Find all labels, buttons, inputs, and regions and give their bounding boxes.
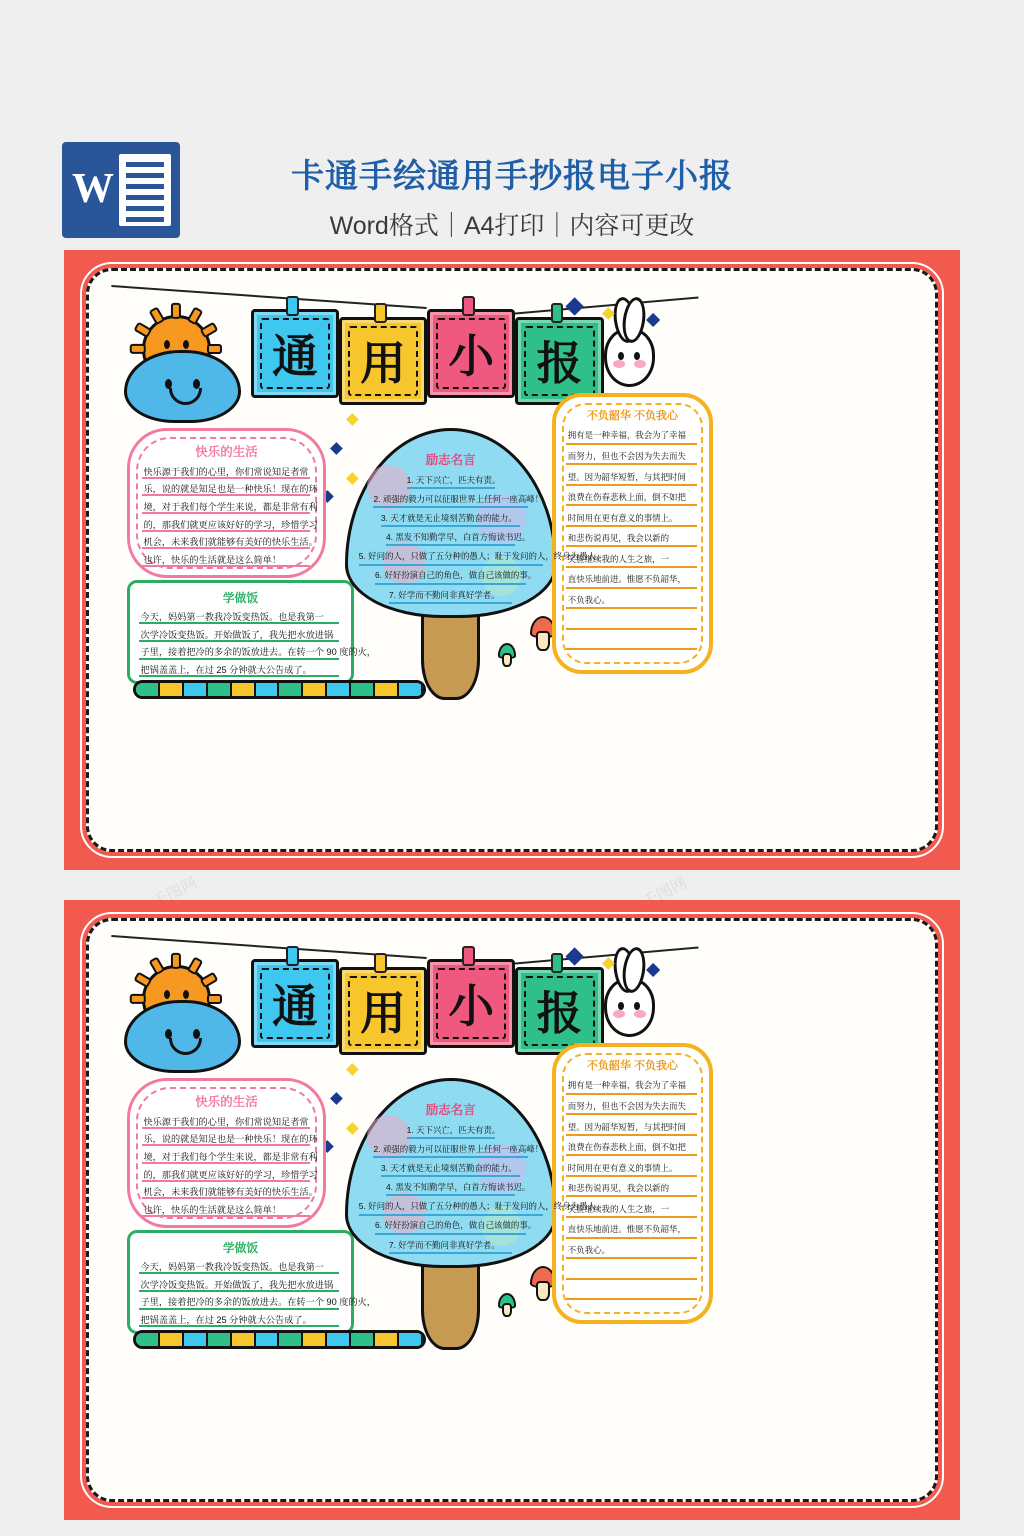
panel-title-happy-life: 快乐的生活	[195, 1094, 258, 1109]
panel-rule	[566, 1237, 697, 1239]
sun-eye	[183, 990, 189, 999]
panel-rule	[566, 545, 697, 547]
panel-rule	[566, 1257, 697, 1259]
sun-ray	[200, 321, 219, 337]
panel-rule	[139, 1272, 339, 1274]
panel-line: 直快乐地前进。惟愿不负韶华，	[567, 574, 686, 585]
sparkle-icon	[346, 472, 358, 484]
caterpillar-segment	[232, 683, 256, 696]
quote-rule	[386, 1194, 515, 1196]
sparkle-icon	[346, 1122, 358, 1134]
sun-ray	[187, 956, 203, 975]
panel-line: 不负我心。	[567, 594, 610, 605]
sun-ray	[207, 344, 223, 354]
caterpillar-segment	[279, 1333, 303, 1346]
banner-clip	[551, 303, 564, 323]
panel-line: 境，对于我们每个学生来说，都是非常有利	[143, 501, 318, 512]
panel-title-quotes: 励志名言	[425, 1103, 476, 1118]
sun-eye	[164, 990, 170, 999]
small-mushroom-stem	[536, 1281, 550, 1300]
quote-line: 3. 天才就是无止境刻苦勤奋的能力。	[380, 513, 517, 524]
caterpillar-segment	[160, 1333, 184, 1346]
sun-ray	[171, 303, 181, 319]
panel-line: 浪费在伤春悲秋上面，倒不如把	[567, 1142, 686, 1153]
quote-rule	[389, 602, 512, 604]
panel-happy-life	[127, 1078, 326, 1228]
panel-line: 次学冷饭变热饭。开始做饭了，我先把水放进锅	[140, 1279, 334, 1290]
banner-clip	[286, 946, 299, 966]
panel-line: 机会，未来我们就能够有美好的快乐生活。	[143, 537, 318, 548]
panel-rule	[142, 1162, 310, 1164]
panel-line: 而努力，但也不会因为失去而失	[567, 1100, 686, 1111]
panel-rule	[142, 1215, 310, 1217]
quote-rule	[359, 1214, 543, 1216]
rabbit-icon	[604, 328, 656, 387]
panel-rule	[142, 547, 310, 549]
panel-line: 把锅盖盖上，在过 25 分钟就大公告成了。	[140, 1315, 312, 1326]
panel-rule	[566, 1195, 697, 1197]
page-title: 卡通手绘通用手抄报电子小报	[291, 157, 733, 194]
panel-rule	[142, 1197, 310, 1199]
small-mushroom-icon	[498, 643, 513, 662]
panel-line: 浪费在伤春悲秋上面，倒不如把	[567, 492, 686, 503]
sparkle-icon	[645, 963, 660, 978]
banner-char: 用	[360, 988, 406, 1040]
banner-clip	[462, 946, 475, 966]
quote-line: 1. 天下兴亡，匹夫有责。	[406, 474, 501, 485]
panel-title-quotes: 励志名言	[425, 453, 476, 468]
panel-rule	[566, 1134, 697, 1136]
quote-line: 4. 黑发不知勤学早，白首方悔读书迟。	[385, 1182, 531, 1193]
panel-rule	[566, 1175, 697, 1177]
caterpillar-segment	[232, 1333, 256, 1346]
panel-title-youth: 不负韶华 不负我心	[586, 1060, 679, 1073]
caterpillar-segment	[208, 683, 232, 696]
panel-rule	[139, 622, 339, 624]
sun-ray	[130, 344, 146, 354]
panel-rule	[139, 1290, 339, 1292]
quote-line: 5. 好问的人，只做了五分种的愚人；耻于发问的人，终身为愚人。	[358, 551, 605, 562]
panel-rule	[142, 494, 310, 496]
sun-ray	[187, 306, 203, 325]
panel-line: 今天，妈妈第一教我冷饭变热饭。也是我第一	[140, 612, 324, 623]
sparkle-icon	[602, 957, 614, 969]
panel-line: 和悲伤说再见，我会以新的	[567, 533, 670, 544]
panel-rule	[566, 443, 697, 445]
panel-rule	[142, 1144, 310, 1146]
quote-line: 6. 好好扮演自己的角色，做自己该做的事。	[374, 1220, 537, 1231]
banner-char: 用	[360, 338, 406, 390]
caterpillar-segment	[256, 683, 280, 696]
quote-rule	[386, 544, 515, 546]
quote-line: 3. 天才就是无止境刻苦勤奋的能力。	[380, 1163, 517, 1174]
banner-char: 报	[536, 988, 583, 1040]
cloud-icon	[124, 350, 240, 422]
panel-title-learn-cooking: 学做饭	[222, 591, 259, 605]
quote-line: 7. 好学而不勤问非真好学者。	[388, 1239, 500, 1250]
panel-line: 的，那我们就更应该好好的学习，珍惜学习	[143, 519, 318, 530]
panel-rule	[566, 1093, 697, 1095]
caterpillar-segment	[136, 1333, 160, 1346]
banner-flag-3	[427, 959, 515, 1047]
sun-ray	[130, 994, 146, 1004]
panel-rule	[142, 530, 310, 532]
sparkle-icon	[330, 443, 342, 455]
sun-eye	[183, 340, 189, 349]
banner-char: 通	[272, 980, 318, 1032]
page-root: W 卡通手绘通用手抄报电子小报 Word格式｜A4打印｜内容可更改 通 用 小 报 快乐的生活 快乐源于我们的心里，你们常说知足者常 乐，说的就是知足也是一种快乐！现在的环 境，对于我们每个学生来说，都是非常有利 的，那我们就更应该好好的学习，珍惜学习 机会，未来我们就能够有美好的快乐生活。 也许，快乐的生活就是这么简单！ 学做饭 今天，妈妈第一教我冷饭变热饭。也是我第一 次学冷饭变热饭。开始做饭了，我先把水放进锅 子里，接着把冷的多余的饭放进去。在转一个 90 度的火， 把锅盖盖上，在过 25 分钟就大公告成了。 励志名言 1. 天下兴亡，匹夫有责。 2. 顽强的毅力可以征服世界上任何一座高峰！ 3. 天才就是无止境刻苦勤奋的能力。 4. 黑发不知勤学早，白首方悔读书迟。 5. 好问的人，只做了五分种的愚人；耻于发问的人，终身为愚人。 6. 好好扮演自己的角色，做自己该做的事。 7. 好学而不勤问非真好学者。 不负韶华 不负我心 拥有是一种幸福，我会为了幸福 而努力，但也不会因为失去而失 望。因为韶华短暂，与其把时间 浪费在伤春悲秋上面，倒不如把 时间用在更有意义的事情上。 和悲伤说再见，我会以新的 笑脸继续我的人生之旅，一 直快乐地前进。惟愿不负韶华， 不负我心。 通 用 小 报 快乐的生活 快乐源于我们的心里，你们常说知足者常 乐，说的就是知足也是一种快乐！现在的环 境，对于我们每个学生来说，都是非常有利 的，那我们就更应该好好的学习，珍惜学习 机会，未来我们就能够有美好的快乐生活。 也许，快乐的生活就是这么简单！ 学做饭 今天，妈妈第一教我冷饭变热饭。也是我第一 次学冷饭变热饭。开始做饭了，我先把水放进锅 子里，接着把冷的多余的饭放进去。在转一个 90 度的火， 把锅盖盖上，在过 25 分钟就大公告成了。 励志名言 1. 天下兴亡，匹夫有责。 2. 顽强的毅力可以征服世界上任何一座高峰！ 3. 天才就是无止境刻苦勤奋的能力。 4. 黑发不知勤学早，白首方悔读书迟。 5. 好问的人，只做了五分种的愚人；耻于发问的人，终身为愚人。 6. 好好扮演自己的角色，做自己该做的事。 7. 好学而不勤问非真好学者。 不负韶华 不负我心 拥有是一种幸福，我会为了幸福 而努力，但也不会因为失去而失 望。因为韶华短暂，与其把时间 浪费在伤春悲秋上面，倒不如把 时间用在更有意义的事情上。 和悲伤说再见，我会以新的 笑脸继续我的人生之旅，一 直快乐地前进。惟愿不负韶华， 不负我心。 千图网 千图网	[0, 0, 1024, 1536]
quote-line: 1. 天下兴亡，匹夫有责。	[406, 1124, 501, 1135]
panel-line: 笑脸继续我的人生之旅，一	[567, 553, 670, 564]
panel-line: 时间用在更有意义的事情上。	[567, 1162, 678, 1173]
panel-line: 和悲伤说再见，我会以新的	[567, 1183, 670, 1194]
banner-char: 通	[272, 330, 318, 382]
panel-rule	[142, 1180, 310, 1182]
banner-flag-3	[427, 309, 515, 397]
quote-line: 5. 好问的人，只做了五分种的愚人；耻于发问的人，终身为愚人。	[358, 1201, 605, 1212]
panel-rule	[566, 648, 697, 650]
banner-clip	[374, 953, 387, 973]
quote-rule	[381, 1175, 521, 1177]
sparkle-icon	[346, 1063, 358, 1075]
banner-clip	[462, 296, 475, 316]
quote-rule	[373, 1156, 527, 1158]
panel-rule	[566, 587, 697, 589]
cloud-mouth	[169, 388, 201, 405]
quote-rule	[373, 506, 527, 508]
panel-rule	[566, 1278, 697, 1280]
panel-happy-life	[127, 428, 326, 578]
panel-rule	[139, 1325, 339, 1327]
caterpillar-segment	[375, 683, 399, 696]
small-mushroom-stem	[502, 1303, 512, 1317]
rabbit-cheek	[613, 1010, 625, 1018]
sparkle-icon	[565, 948, 584, 967]
caterpillar-segment	[136, 683, 160, 696]
panel-rule	[142, 512, 310, 514]
panel-rule	[566, 628, 697, 630]
banner-flag-1	[251, 959, 339, 1047]
caterpillar-segment	[327, 1333, 351, 1346]
panel-line: 拥有是一种幸福，我会为了幸福	[567, 430, 686, 441]
panel-title-youth: 不负韶华 不负我心	[586, 410, 679, 423]
panel-line: 而努力，但也不会因为失去而失	[567, 450, 686, 461]
quote-rule	[407, 1137, 495, 1139]
quote-rule	[407, 487, 495, 489]
small-mushroom-icon	[530, 1266, 552, 1295]
banner-clip	[374, 303, 387, 323]
banner-flag-1	[251, 309, 339, 397]
sun-ray	[171, 953, 181, 969]
poster-preview-bottom	[64, 900, 960, 1520]
panel-line: 笑脸继续我的人生之旅，一	[567, 1203, 670, 1214]
panel-rule	[566, 484, 697, 486]
panel-line: 不负我心。	[567, 1244, 610, 1255]
sun-ray	[207, 994, 223, 1004]
banner-char: 小	[448, 330, 495, 382]
panel-rule	[566, 525, 697, 527]
sparkle-icon	[565, 298, 584, 317]
panel-rule	[142, 1127, 310, 1129]
panel-line: 也许，快乐的生活就是这么简单！	[143, 1204, 282, 1215]
panel-rule	[566, 1154, 697, 1156]
panel-rule	[566, 607, 697, 609]
panel-line: 望。因为韶华短暂，与其把时间	[567, 1121, 686, 1132]
rabbit-cheek	[634, 360, 646, 368]
panel-rule	[139, 640, 339, 642]
panel-rule	[566, 566, 697, 568]
caterpillar-segment	[184, 1333, 208, 1346]
quote-line: 2. 顽强的毅力可以征服世界上任何一座高峰！	[373, 1144, 544, 1155]
caterpillar-segment	[399, 683, 423, 696]
panel-rule	[139, 658, 339, 660]
panel-line: 也许，快乐的生活就是这么简单！	[143, 554, 282, 565]
quote-rule	[375, 583, 526, 585]
panel-youth	[552, 393, 713, 674]
caterpillar-segment	[351, 1333, 375, 1346]
caterpillar-decoration	[133, 1330, 426, 1349]
caterpillar-segment	[256, 1333, 280, 1346]
panel-line: 子里，接着把冷的多余的饭放进去。在转一个 90 度的火，	[140, 647, 376, 658]
quote-rule	[359, 564, 543, 566]
caterpillar-segment	[399, 1333, 423, 1346]
caterpillar-segment	[303, 1333, 327, 1346]
panel-rule	[566, 504, 697, 506]
panel-youth	[552, 1043, 713, 1324]
panel-line: 直快乐地前进。惟愿不负韶华，	[567, 1224, 686, 1235]
sparkle-icon	[602, 307, 614, 319]
small-mushroom-stem	[502, 653, 512, 667]
quote-line: 7. 好学而不勤问非真好学者。	[388, 589, 500, 600]
quote-line: 2. 顽强的毅力可以征服世界上任何一座高峰！	[373, 494, 544, 505]
sparkle-icon	[346, 413, 358, 425]
small-mushroom-icon	[530, 616, 552, 645]
rabbit-cheek	[634, 1010, 646, 1018]
word-logo-letter: W	[72, 166, 114, 212]
caterpillar-segment	[303, 683, 327, 696]
panel-rule	[566, 463, 697, 465]
banner-char: 小	[448, 980, 495, 1032]
panel-line: 次学冷饭变热饭。开始做饭了，我先把水放进锅	[140, 629, 334, 640]
banner-flag-2	[339, 967, 427, 1055]
caterpillar-segment	[184, 683, 208, 696]
page-subtitle: Word格式｜A4打印｜内容可更改	[329, 212, 695, 240]
rabbit-icon	[604, 978, 656, 1037]
banner-flag-4	[515, 967, 603, 1055]
quote-line: 6. 好好扮演自己的角色，做自己该做的事。	[374, 570, 537, 581]
caterpillar-segment	[351, 683, 375, 696]
caterpillar-segment	[279, 683, 303, 696]
panel-title-learn-cooking: 学做饭	[222, 1241, 259, 1255]
page-header	[0, 60, 1024, 240]
banner-clip	[551, 953, 564, 973]
panel-rule	[142, 565, 310, 567]
sparkle-icon	[645, 313, 660, 328]
cloud-mouth	[169, 1038, 201, 1055]
caterpillar-segment	[375, 1333, 399, 1346]
panel-line: 乐，说的就是知足也是一种快乐！现在的环	[143, 1134, 318, 1145]
panel-line: 快乐源于我们的心里，你们常说知足者常	[143, 1116, 309, 1127]
banner-char: 报	[536, 338, 583, 390]
small-mushroom-stem	[536, 631, 550, 650]
quote-rule	[381, 525, 521, 527]
rabbit-cheek	[613, 360, 625, 368]
caterpillar-segment	[208, 1333, 232, 1346]
panel-line: 时间用在更有意义的事情上。	[567, 512, 678, 523]
panel-line: 子里，接着把冷的多余的饭放进去。在转一个 90 度的火，	[140, 1297, 376, 1308]
panel-line: 今天，妈妈第一教我冷饭变热饭。也是我第一	[140, 1262, 324, 1273]
quote-line: 4. 黑发不知勤学早，白首方悔读书迟。	[385, 532, 531, 543]
caterpillar-segment	[327, 683, 351, 696]
panel-line: 快乐源于我们的心里，你们常说知足者常	[143, 466, 309, 477]
banner-flag-2	[339, 317, 427, 405]
panel-rule	[566, 1298, 697, 1300]
panel-line: 拥有是一种幸福，我会为了幸福	[567, 1080, 686, 1091]
quote-rule	[389, 1252, 512, 1254]
quote-rule	[375, 1233, 526, 1235]
banner-clip	[286, 296, 299, 316]
panel-rule	[139, 1308, 339, 1310]
panel-rule	[566, 1216, 697, 1218]
banner-flag-4	[515, 317, 603, 405]
poster-preview-top	[64, 250, 960, 870]
small-mushroom-icon	[498, 1293, 513, 1312]
panel-line: 望。因为韶华短暂，与其把时间	[567, 471, 686, 482]
panel-line: 的，那我们就更应该好好的学习，珍惜学习	[143, 1169, 318, 1180]
panel-line: 机会，未来我们就能够有美好的快乐生活。	[143, 1187, 318, 1198]
panel-rule	[566, 1113, 697, 1115]
panel-rule	[139, 675, 339, 677]
panel-line: 乐，说的就是知足也是一种快乐！现在的环	[143, 484, 318, 495]
panel-learn-cooking	[127, 1230, 376, 1334]
sparkle-icon	[330, 1093, 342, 1105]
panel-line: 境，对于我们每个学生来说，都是非常有利	[143, 1151, 318, 1162]
caterpillar-segment	[160, 683, 184, 696]
panel-line: 把锅盖盖上，在过 25 分钟就大公告成了。	[140, 665, 312, 676]
cloud-icon	[124, 1000, 240, 1072]
sun-eye	[164, 340, 170, 349]
panel-rule	[142, 477, 310, 479]
caterpillar-decoration	[133, 680, 426, 699]
panel-learn-cooking	[127, 580, 376, 684]
panel-title-happy-life: 快乐的生活	[195, 444, 258, 459]
sun-ray	[200, 971, 219, 987]
